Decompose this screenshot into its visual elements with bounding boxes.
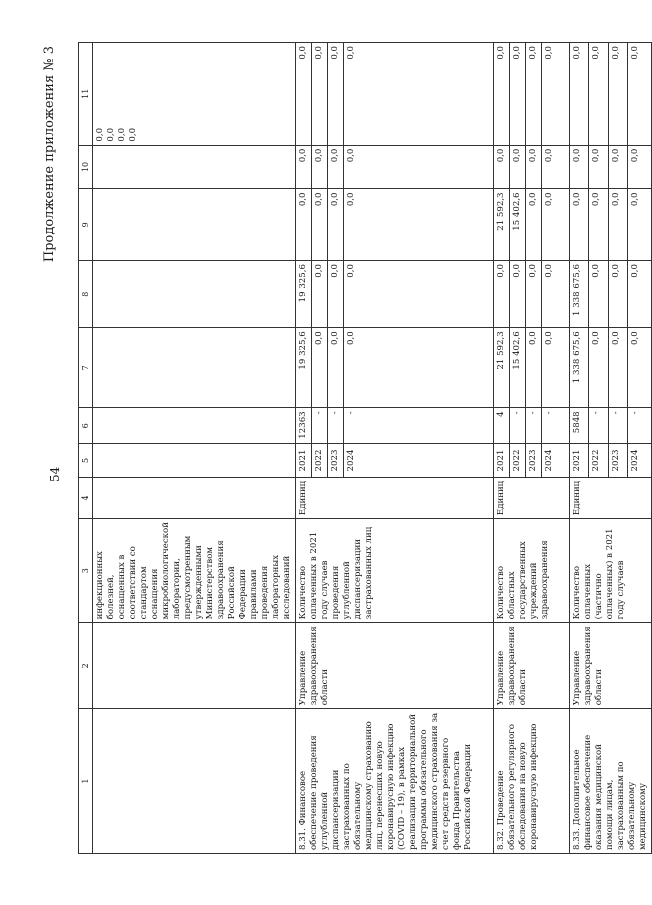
unit-cell: Единиц bbox=[296, 477, 494, 518]
value-cell: 0,0 bbox=[296, 189, 312, 261]
value-cell: 0,0 bbox=[627, 43, 651, 146]
value-cell: 0,0 bbox=[542, 328, 570, 408]
year-cell: 2022 bbox=[589, 444, 608, 478]
value-cell: 0,0 bbox=[608, 261, 627, 328]
value-cell: 19 325,6 bbox=[296, 261, 312, 328]
value-cell: 0,0 bbox=[608, 145, 627, 189]
value-cell: - bbox=[627, 408, 651, 444]
value-cell: - bbox=[526, 408, 542, 444]
year-cell: 2021 bbox=[296, 444, 312, 478]
value-cell: 1 338 675,6 bbox=[570, 328, 589, 408]
col-number: 8 bbox=[79, 261, 93, 328]
measure-name: 8.33. Дополнительное финансовое обеспечение оказания медицинской помощи лицам, застрахованным по обязательному медицинскому bbox=[570, 709, 652, 854]
year-cell: 2021 bbox=[494, 444, 510, 478]
value-cell: - bbox=[542, 408, 570, 444]
year-cell bbox=[93, 444, 296, 478]
value-cell bbox=[93, 408, 296, 444]
year-cell: 2022 bbox=[510, 444, 526, 478]
unit-cell bbox=[93, 477, 296, 518]
value-cell: 0,0 bbox=[344, 43, 494, 146]
responsible-body: Управление здравоохранения области bbox=[570, 623, 652, 709]
value-cell: - bbox=[510, 408, 526, 444]
value-cell: 0,0 bbox=[627, 261, 651, 328]
value-cell: 0,0 bbox=[526, 261, 542, 328]
col-number: 1 bbox=[79, 709, 93, 854]
value-cell bbox=[93, 189, 296, 261]
value-cell: 15 402,6 bbox=[510, 328, 526, 408]
value-cell: 0,0 bbox=[312, 261, 328, 328]
value-cell: 15 402,6 bbox=[510, 189, 526, 261]
col-number: 5 bbox=[79, 444, 93, 478]
value-cell: 0,0 bbox=[344, 328, 494, 408]
value-cell bbox=[93, 261, 296, 328]
table-row bbox=[570, 43, 589, 854]
appendix-caption: Продолжение приложения № 3 bbox=[42, 46, 57, 263]
table-row bbox=[296, 43, 312, 854]
value-cell: 19 325,6 bbox=[296, 328, 312, 408]
value-cell: 0,0 bbox=[627, 145, 651, 189]
year-cell: 2022 bbox=[312, 444, 328, 478]
year-cell: 2024 bbox=[627, 444, 651, 478]
value-cell: 0,0 bbox=[570, 189, 589, 261]
value-cell: 0,0 bbox=[589, 261, 608, 328]
value-cell: 0,0 bbox=[510, 145, 526, 189]
value-cell: 0,0 bbox=[608, 328, 627, 408]
value-cell: 0,0 bbox=[328, 261, 344, 328]
value-cell: - bbox=[589, 408, 608, 444]
year-cell: 2021 bbox=[570, 444, 589, 478]
value-cell: 0,0 bbox=[542, 43, 570, 146]
value-cell: 0,0 bbox=[344, 145, 494, 189]
value-cell: 0,0 bbox=[494, 145, 510, 189]
value-cell: 0,0 bbox=[589, 145, 608, 189]
page-number: 54 bbox=[48, 466, 62, 482]
value-cell: 0,0 bbox=[312, 43, 328, 146]
value-cell: 5848 bbox=[570, 408, 589, 444]
program-table bbox=[78, 42, 652, 854]
value-cell: 0,0 bbox=[589, 43, 608, 146]
col-number: 2 bbox=[79, 623, 93, 709]
value-cell bbox=[93, 145, 296, 189]
value-line: 0,0 bbox=[95, 127, 105, 142]
col-number: 11 bbox=[79, 43, 93, 146]
value-cell: 0,0 bbox=[494, 261, 510, 328]
value-cell-stack bbox=[93, 43, 296, 146]
value-cell: 0,0 bbox=[570, 145, 589, 189]
value-cell: 0,0 bbox=[344, 189, 494, 261]
year-cell: 2024 bbox=[542, 444, 570, 478]
col-number: 7 bbox=[79, 328, 93, 408]
col-number: 10 bbox=[79, 145, 93, 189]
col-number: 9 bbox=[79, 189, 93, 261]
value-cell: 0,0 bbox=[627, 189, 651, 261]
indicator-text: Количество областных государственных учреждений здравоохранения bbox=[494, 519, 570, 623]
year-cell: 2023 bbox=[328, 444, 344, 478]
value-cell: 0,0 bbox=[328, 43, 344, 146]
value-cell: 21 592,3 bbox=[494, 189, 510, 261]
responsible-body: Управление здравоохранения области bbox=[296, 623, 494, 709]
value-cell: 0,0 bbox=[296, 43, 312, 146]
value-cell: 0,0 bbox=[526, 43, 542, 146]
responsible-body bbox=[93, 623, 296, 709]
value-line: 0,0 bbox=[106, 127, 116, 142]
measure-name bbox=[93, 709, 296, 854]
value-cell: 0,0 bbox=[312, 328, 328, 408]
col-number: 4 bbox=[79, 477, 93, 518]
value-line: 0,0 bbox=[117, 127, 127, 142]
value-cell: 0,0 bbox=[312, 189, 328, 261]
value-cell: - bbox=[328, 408, 344, 444]
value-cell: 0,0 bbox=[510, 261, 526, 328]
value-cell: 0,0 bbox=[589, 328, 608, 408]
responsible-body: Управление здравоохранения области bbox=[494, 623, 570, 709]
unit-cell: Единиц bbox=[570, 477, 652, 518]
value-cell: 1 338 675,6 bbox=[570, 261, 589, 328]
value-cell: - bbox=[608, 408, 627, 444]
value-cell: 21 592,3 bbox=[494, 328, 510, 408]
column-number-row bbox=[79, 43, 93, 854]
value-cell: 0,0 bbox=[328, 189, 344, 261]
unit-cell: Единиц bbox=[494, 477, 570, 518]
value-cell: 0,0 bbox=[526, 189, 542, 261]
value-cell: 0,0 bbox=[542, 261, 570, 328]
year-cell: 2024 bbox=[344, 444, 494, 478]
indicator-text: инфекционных болезней, оснащенных в соответствии со стандартом оснащения микробиологической лаборатории, предусмотренным утвержденными Министерством здравоохранения Российской Федерации правилами проведения лабораторных исследований bbox=[93, 519, 296, 623]
value-cell: 0,0 bbox=[542, 145, 570, 189]
value-cell: - bbox=[312, 408, 328, 444]
indicator-text: Количество оплаченных в 2021 году случаев проведения углубленной диспансеризации застрахованных лиц bbox=[296, 519, 494, 623]
value-cell: 0,0 bbox=[608, 189, 627, 261]
value-cell: 0,0 bbox=[344, 261, 494, 328]
col-number: 6 bbox=[79, 408, 93, 444]
measure-name: 8.31. Финансовое обеспечение проведения углубленной диспансеризации застрахованных по обязательному медицинскому страхованию лиц, перенесших новую коронавирусную инфекцию (COVID – 19), в рамках реализации территориальной программы обязательного медицинского страхования за счет средств резервного фонда Правительства Российской Федерации bbox=[296, 709, 494, 854]
rotated-sheet bbox=[40, 42, 648, 862]
value-cell: 0,0 bbox=[608, 43, 627, 146]
value-cell: 0,0 bbox=[589, 189, 608, 261]
year-cell: 2023 bbox=[608, 444, 627, 478]
value-cell: 0,0 bbox=[627, 328, 651, 408]
value-cell: 0,0 bbox=[312, 145, 328, 189]
value-cell: 0,0 bbox=[510, 43, 526, 146]
value-cell: 0,0 bbox=[570, 43, 589, 146]
year-cell: 2023 bbox=[526, 444, 542, 478]
value-line: 0,0 bbox=[128, 127, 138, 142]
col-number: 3 bbox=[79, 519, 93, 623]
table-row bbox=[494, 43, 510, 854]
value-cell: - bbox=[344, 408, 494, 444]
value-cell: 0,0 bbox=[526, 145, 542, 189]
value-cell: 4 bbox=[494, 408, 510, 444]
value-cell bbox=[93, 328, 296, 408]
value-cell: 0,0 bbox=[542, 189, 570, 261]
value-cell: 0,0 bbox=[526, 328, 542, 408]
value-cell: 12363 bbox=[296, 408, 312, 444]
measure-name: 8.32. Проведение обязательного регулярного обследования на новую коронавирусную инфекцию bbox=[494, 709, 570, 854]
indicator-text: Количество оплаченных (частично оплаченных) в 2021 году случаев bbox=[570, 519, 652, 623]
value-cell: 0,0 bbox=[494, 43, 510, 146]
table-row bbox=[93, 43, 296, 854]
value-cell: 0,0 bbox=[328, 145, 344, 189]
value-cell: 0,0 bbox=[328, 328, 344, 408]
value-cell: 0,0 bbox=[296, 145, 312, 189]
